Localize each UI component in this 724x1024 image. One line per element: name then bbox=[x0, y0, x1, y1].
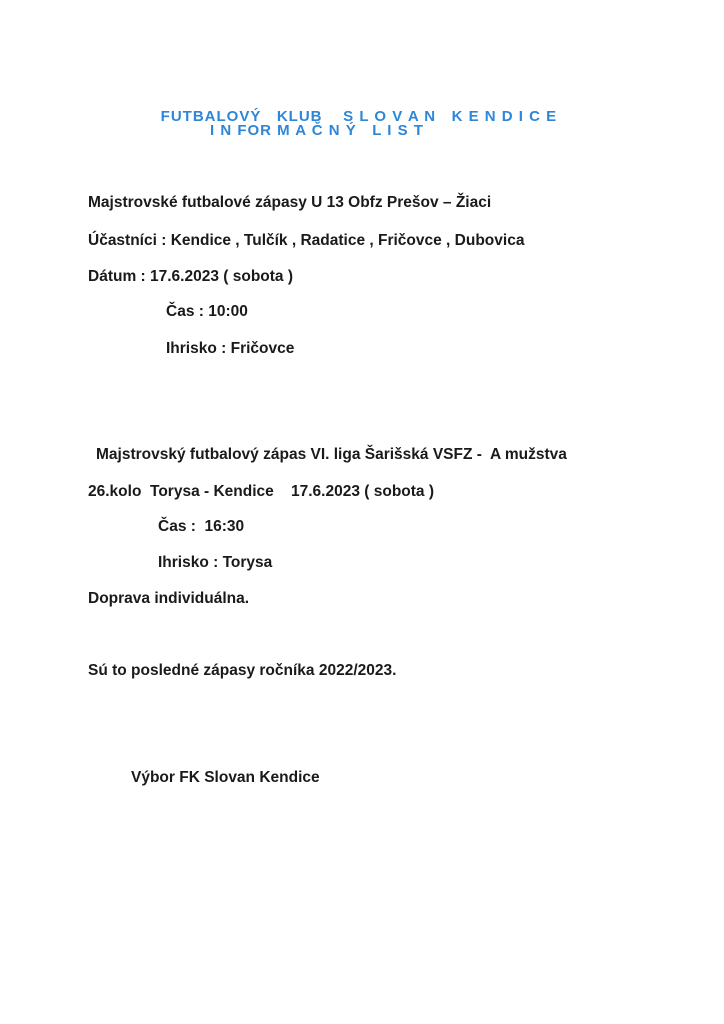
youth-date: Dátum : 17.6.2023 ( sobota ) bbox=[88, 268, 294, 285]
league-match-round: 26.kolo Torysa - Kendice 17.6.2023 ( sobota ) bbox=[88, 483, 435, 500]
transport-note: Doprava individuálna. bbox=[88, 590, 250, 607]
youth-time: Čas : 10:00 bbox=[166, 303, 248, 320]
club-name: S L O V A N K E N D I C E bbox=[343, 108, 558, 125]
club-prefix: FUTBALOVÝ KLUB bbox=[160, 108, 323, 125]
league-match-title: Majstrovský futbalový zápas VI. liga Šarišská VSFZ - A mužstva bbox=[96, 446, 567, 463]
signature: Výbor FK Slovan Kendice bbox=[131, 769, 320, 786]
youth-participants: Účastníci : Kendice , Tulčík , Radatice , Fričovce , Dubovica bbox=[88, 232, 525, 249]
season-note: Sú to posledné zápasy ročníka 2022/2023. bbox=[88, 662, 397, 679]
league-match-venue: Ihrisko : Torysa bbox=[158, 554, 273, 571]
league-match-time: Čas : 16:30 bbox=[158, 518, 245, 535]
youth-matches-title: Majstrovské futbalové zápasy U 13 Obfz Prešov – Žiaci bbox=[88, 194, 492, 211]
document-subtitle: I N FOR M A Č N Ý L I S T bbox=[210, 122, 424, 139]
youth-venue: Ihrisko : Fričovce bbox=[166, 340, 295, 357]
